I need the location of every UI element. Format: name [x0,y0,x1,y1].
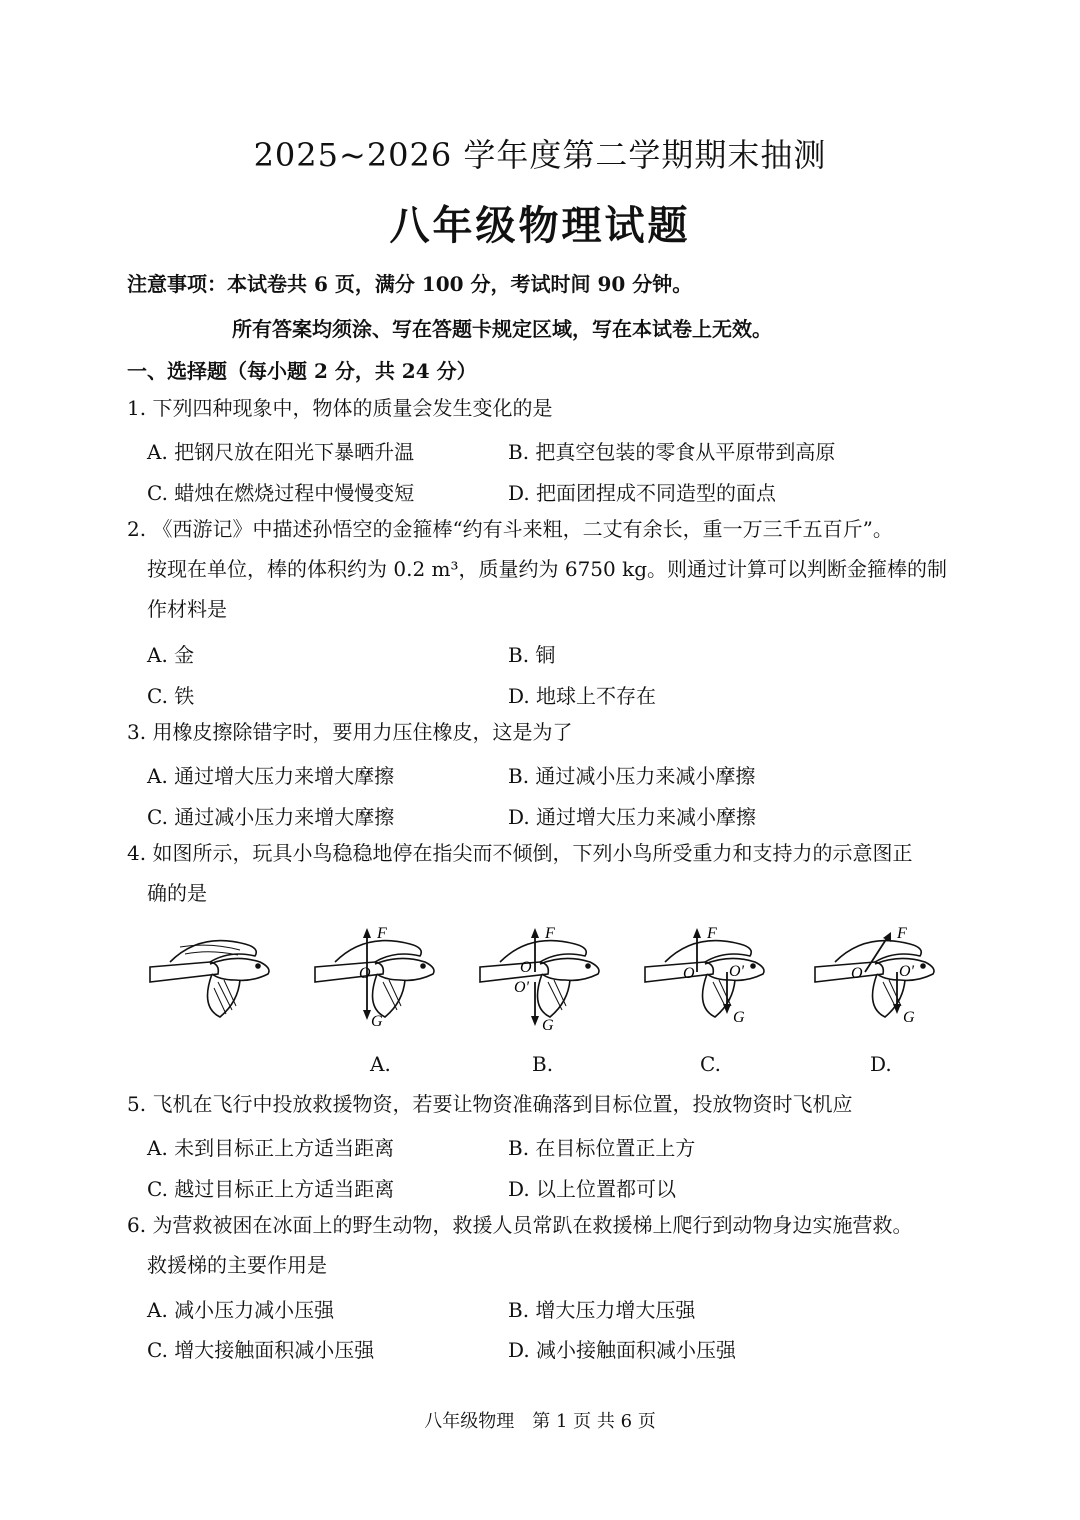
exam-title: 2025~2026 学年度第二学期期末抽测 [253,136,827,174]
section-heading: 一、选择题（每小题 2 分，共 24 分） [127,359,477,383]
force-f-label: F [897,925,907,942]
notice-line-1: 注意事项：本试卷共 6 页，满分 100 分，考试时间 90 分钟。 [127,272,693,296]
question-6-option-c: C. 增大接触面积减小压强 [147,1338,375,1362]
bird-on-finger-figure [140,922,290,1032]
question-5-option-c: C. 越过目标正上方适当距离 [147,1177,395,1201]
question-1 [127,388,967,428]
bird-diagram-d [805,922,955,1032]
question-3-option-d: D. 通过增大压力来减小摩擦 [508,805,757,829]
question-1-stem: 1. 下列四种现象中，物体的质量会发生变化的是 [127,396,553,420]
point-o-label: O [683,965,695,982]
question-3-option-c: C. 通过减小压力来增大摩擦 [147,805,395,829]
question-6-option-b: B. 增大压力增大压强 [508,1298,696,1322]
question-2-option-b: B. 铜 [508,643,556,667]
question-2-stem-line-1: 2. 《西游记》中描述孙悟空的金箍棒“约有斗来粗，二丈有余长，重一万三千五百斤”。 [127,517,893,541]
question-3-stem: 3. 用橡皮擦除错字时，要用力压住橡皮，这是为了 [127,720,573,744]
question-4-stem-line-2: 确的是 [147,881,207,905]
question-2-stem-line-3: 作材料是 [147,597,227,621]
question-4-figures [140,922,970,1082]
point-o-label: O [359,965,371,982]
force-g-label: G [371,1013,383,1030]
question-4 [127,833,967,913]
bird-diagram-b [470,922,620,1032]
notice-line-2: 所有答案均须涂、写在答题卡规定区域，写在本试卷上无效。 [232,317,772,341]
question-6-option-a: A. 减小压力减小压强 [147,1298,335,1322]
question-3-option-a: A. 通过增大压力来增大摩擦 [147,764,395,788]
question-1-option-b: B. 把真空包装的零食从平原带到高原 [508,440,836,464]
exam-subtitle: 八年级物理试题 [389,202,691,249]
question-4-stem-line-1: 4. 如图所示，玩具小鸟稳稳地停在指尖而不倾倒，下列小鸟所受重力和支持力的示意图正 [127,841,913,865]
figure-label-a: A. [370,1052,391,1076]
question-6 [127,1205,967,1285]
question-6-stem-line-2: 救援梯的主要作用是 [147,1253,327,1277]
force-f-label: F [707,925,717,942]
question-6-option-d: D. 减小接触面积减小压强 [508,1338,737,1362]
point-o-label: O [851,965,863,982]
question-1-option-d: D. 把面团捏成不同造型的面点 [508,481,777,505]
figure-label-d: D. [870,1052,892,1076]
force-g-label: G [542,1017,554,1032]
question-3-option-b: B. 通过减小压力来减小摩擦 [508,764,756,788]
point-o-label: O [520,959,532,976]
page-footer: 八年级物理 第 1 页 共 6 页 [424,1411,656,1432]
question-5-option-a: A. 未到目标正上方适当距离 [147,1136,395,1160]
figure-label-c: C. [700,1052,721,1076]
question-6-stem-line-1: 6. 为营救被困在冰面上的野生动物，救援人员常趴在救援梯上爬行到动物身边实施营救。 [127,1213,913,1237]
question-3 [127,712,967,752]
force-f-label: F [377,925,387,942]
figure-label-b: B. [532,1052,554,1076]
question-1-option-a: A. 把钢尺放在阳光下暴晒升温 [147,440,415,464]
force-g-label: G [903,1009,915,1026]
point-o-prime-label: O' [899,963,914,980]
question-2-option-d: D. 地球上不存在 [508,684,657,708]
question-5-option-b: B. 在目标位置正上方 [508,1136,696,1160]
question-2 [127,509,967,629]
bird-diagram-c [635,922,785,1032]
point-o-prime-label: O' [514,979,529,996]
force-g-label: G [733,1009,745,1026]
question-1-option-c: C. 蜡烛在燃烧过程中慢慢变短 [147,481,415,505]
question-2-stem-line-2: 按现在单位，棒的体积约为 0.2 m³，质量约为 6750 kg。则通过计算可以判断金箍棒的制 [147,557,948,581]
question-5-option-d: D. 以上位置都可以 [508,1177,677,1201]
question-2-option-a: A. 金 [147,643,195,667]
bird-diagram-a [305,922,455,1032]
force-f-label: F [545,925,555,942]
question-5 [127,1084,967,1124]
question-5-stem: 5. 飞机在飞行中投放救援物资，若要让物资准确落到目标位置，投放物资时飞机应 [127,1092,853,1116]
point-o-prime-label: O' [729,963,744,980]
question-2-option-c: C. 铁 [147,684,195,708]
